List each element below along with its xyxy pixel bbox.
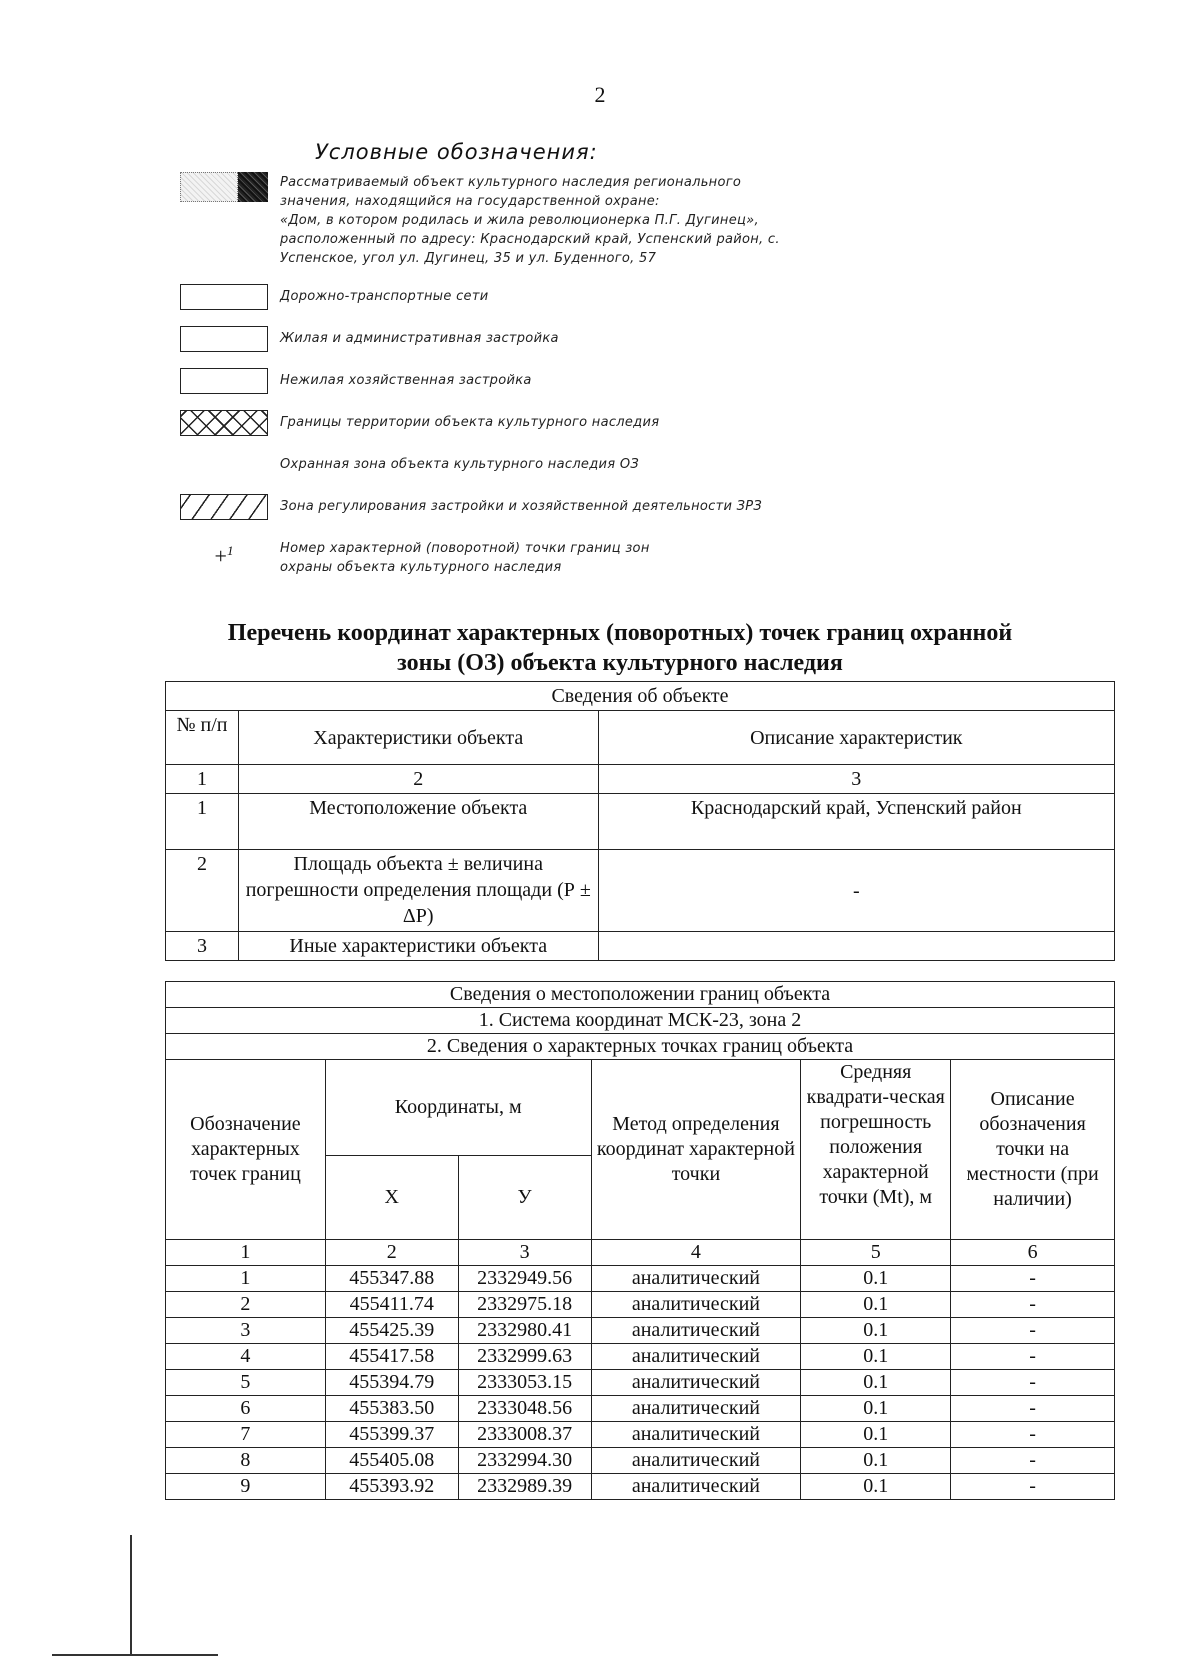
table-cell: аналитический xyxy=(591,1266,801,1292)
table-cell: 4 xyxy=(166,1344,326,1370)
table-cell: аналитический xyxy=(591,1422,801,1448)
column-number: 2 xyxy=(325,1240,458,1266)
table-cell: 0.1 xyxy=(801,1422,951,1448)
table-cell: 3 xyxy=(166,932,239,961)
column-header: Описание обозначения точки на местности (при наличии) xyxy=(951,1060,1115,1240)
table-cell: 455405.08 xyxy=(325,1448,458,1474)
table-cell: 0.1 xyxy=(801,1448,951,1474)
point-marker-icon: +$^1$ xyxy=(214,543,234,569)
table-cell: 1 xyxy=(166,1266,326,1292)
table-cell: 0.1 xyxy=(801,1292,951,1318)
table-cell: аналитический xyxy=(591,1396,801,1422)
page-number: 2 xyxy=(594,82,606,107)
page-title xyxy=(150,618,1090,678)
legend-item-text: Границы территории объекта культурного наследия xyxy=(280,415,660,430)
coord-system: 1. Система координат МСК-23, зона 2 xyxy=(166,1008,1115,1034)
table-cell: - xyxy=(951,1396,1115,1422)
legend-item-text: Рассматриваемый объект культурного наследия регионального значения, находящийся на государственной охране: «Дом, в котором родилась и жила революционерка П.Г. Дугинец», расположенный по адресу: Краснодарский край, Успенский район, с. Успенское, угол ул. Дугинец, 35 и ул. Буденного, 57 xyxy=(280,175,780,266)
legend-item xyxy=(180,410,1140,436)
table-cell: 9 xyxy=(166,1474,326,1500)
column-header: X xyxy=(325,1156,458,1240)
legend-item-text: Зона регулирования застройки и хозяйственной деятельности ЗРЗ xyxy=(280,499,763,514)
column-number: 3 xyxy=(598,765,1114,794)
table-cell: Иные характеристики объекта xyxy=(238,932,598,961)
table-row xyxy=(166,1344,1115,1370)
column-number: 2 xyxy=(238,765,598,794)
object-info-table xyxy=(165,681,1115,961)
table-cell: - xyxy=(951,1318,1115,1344)
diagonal-hatch-icon xyxy=(180,494,268,520)
points-caption: 2. Сведения о характерных точках границ объекта xyxy=(166,1034,1115,1060)
legend-item-text: Охранная зона объекта культурного наследия ОЗ xyxy=(280,457,639,472)
table-cell: 3 xyxy=(166,1318,326,1344)
table-cell: - xyxy=(951,1448,1115,1474)
table-cell: - xyxy=(951,1422,1115,1448)
table-row xyxy=(166,1422,1115,1448)
table-cell: Краснодарский край, Успенский район xyxy=(598,794,1114,850)
table-cell: аналитический xyxy=(591,1448,801,1474)
empty-box-icon xyxy=(180,368,268,394)
table-cell: 2333008.37 xyxy=(458,1422,591,1448)
table-cell: 0.1 xyxy=(801,1474,951,1500)
table-row xyxy=(166,932,1115,961)
table-row xyxy=(166,1448,1115,1474)
table-cell: 2332975.18 xyxy=(458,1292,591,1318)
table-cell: Местоположение объекта xyxy=(238,794,598,850)
column-number: 5 xyxy=(801,1240,951,1266)
legend-item-text: Жилая и административная застройка xyxy=(280,331,559,346)
table-cell: 455417.58 xyxy=(325,1344,458,1370)
table-cell: 455411.74 xyxy=(325,1292,458,1318)
empty-box-icon xyxy=(180,326,268,352)
table-cell: аналитический xyxy=(591,1292,801,1318)
table-cell: аналитический xyxy=(591,1474,801,1500)
legend-item-text: Дорожно-транспортные сети xyxy=(280,289,489,304)
column-header: Средняя квадрати-ческая погрешность положения характерной точки (Mt), м xyxy=(801,1060,951,1240)
legend-item xyxy=(180,326,1140,352)
legend-item-text: Нежилая хозяйственная застройка xyxy=(280,373,532,388)
table-cell: 2333053.15 xyxy=(458,1370,591,1396)
table-cell: 2 xyxy=(166,850,239,932)
table-row xyxy=(166,1474,1115,1500)
column-header: Характеристики объекта xyxy=(238,711,598,765)
legend-item xyxy=(180,368,1140,394)
legend-item xyxy=(180,284,1140,310)
table-cell: - xyxy=(951,1266,1115,1292)
table-cell xyxy=(598,932,1114,961)
table-cell: 8 xyxy=(166,1448,326,1474)
table-row xyxy=(166,794,1115,850)
legend-item xyxy=(180,494,1140,520)
legend-title: Условные обозначения: xyxy=(315,140,598,164)
margin-mark xyxy=(130,1535,132,1655)
column-header: Метод определения координат характерной точки xyxy=(591,1060,801,1240)
column-header: № п/п xyxy=(166,711,239,765)
table-cell: 2 xyxy=(166,1292,326,1318)
table-cell: - xyxy=(951,1344,1115,1370)
legend-item xyxy=(180,170,1140,268)
table-cell: - xyxy=(951,1370,1115,1396)
table-cell: 2332989.39 xyxy=(458,1474,591,1500)
table-cell: 455383.50 xyxy=(325,1396,458,1422)
table-cell: 2332994.30 xyxy=(458,1448,591,1474)
title-line-1: Перечень координат характерных (поворотных) точек границ охранной xyxy=(227,620,1013,646)
column-number: 6 xyxy=(951,1240,1115,1266)
table-cell: 0.1 xyxy=(801,1344,951,1370)
blank-swatch xyxy=(180,452,268,478)
table-row xyxy=(166,1318,1115,1344)
table-row xyxy=(166,1266,1115,1292)
table-cell: 2333048.56 xyxy=(458,1396,591,1422)
column-header: Описание характеристик xyxy=(598,711,1114,765)
column-header: У xyxy=(458,1156,591,1240)
legend-item xyxy=(180,452,1140,478)
table-cell: 2332999.63 xyxy=(458,1344,591,1370)
legend xyxy=(180,140,1140,593)
table-cell: аналитический xyxy=(591,1318,801,1344)
table-cell: 7 xyxy=(166,1422,326,1448)
table-cell: 455399.37 xyxy=(325,1422,458,1448)
table-cell: 0.1 xyxy=(801,1266,951,1292)
table-cell: - xyxy=(951,1474,1115,1500)
table-cell: аналитический xyxy=(591,1344,801,1370)
table-cell: - xyxy=(598,850,1114,932)
margin-mark xyxy=(52,1654,218,1656)
table-cell: - xyxy=(951,1292,1115,1318)
table-cell: 1 xyxy=(166,794,239,850)
column-number: 3 xyxy=(458,1240,591,1266)
table-cell: 2332980.41 xyxy=(458,1318,591,1344)
column-header: Координаты, м xyxy=(325,1060,591,1156)
boundary-points-table xyxy=(165,981,1115,1500)
table-cell: 455347.88 xyxy=(325,1266,458,1292)
column-number: 4 xyxy=(591,1240,801,1266)
column-number: 1 xyxy=(166,765,239,794)
table-caption: Сведения об объекте xyxy=(166,682,1115,711)
table-row xyxy=(166,850,1115,932)
table-cell: 2332949.56 xyxy=(458,1266,591,1292)
table-cell: аналитический xyxy=(591,1370,801,1396)
column-header: Обозначение характерных точек границ xyxy=(166,1060,326,1240)
table-cell: 0.1 xyxy=(801,1370,951,1396)
points-body xyxy=(166,1266,1115,1500)
empty-box-icon xyxy=(180,284,268,310)
cross-hatch-icon xyxy=(180,410,268,436)
table-cell: 455393.92 xyxy=(325,1474,458,1500)
table-caption: Сведения о местоположении границ объекта xyxy=(166,982,1115,1008)
column-number: 1 xyxy=(166,1240,326,1266)
table-cell: 455425.39 xyxy=(325,1318,458,1344)
table-cell: Площадь объекта ± величина погрешности определения площади (Р ± ΔР) xyxy=(238,850,598,932)
table-row xyxy=(166,1396,1115,1422)
table-row xyxy=(166,1370,1115,1396)
table-cell: 0.1 xyxy=(801,1318,951,1344)
table-cell: 0.1 xyxy=(801,1396,951,1422)
table-cell: 455394.79 xyxy=(325,1370,458,1396)
legend-item xyxy=(180,536,1140,577)
object-hatch-icon xyxy=(180,172,268,202)
title-line-2: зоны (ОЗ) объекта культурного наследия xyxy=(397,650,843,676)
table-cell: 5 xyxy=(166,1370,326,1396)
table-row xyxy=(166,1292,1115,1318)
legend-item-text: Номер характерной (поворотной) точки границ зон охраны объекта культурного наследия xyxy=(280,541,650,575)
table-cell: 6 xyxy=(166,1396,326,1422)
